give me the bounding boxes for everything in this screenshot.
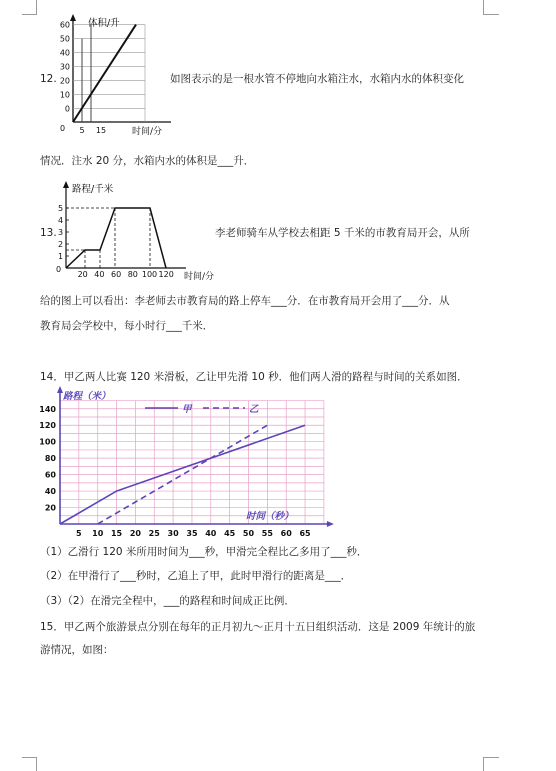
q14-xtick: 10 (92, 529, 104, 538)
q14-q2: （2）在甲滑行了___秒时，乙追上了甲，此时甲滑行的距离是___． (40, 570, 352, 582)
q14-xtick: 45 (224, 529, 236, 538)
q13-xtick: 120 (158, 270, 174, 279)
q12-ytick: 50 (59, 34, 70, 44)
q15-line2: 游情况，如图： (40, 644, 114, 656)
crop-mark (36, 0, 37, 14)
q14-ytick: 60 (44, 470, 56, 480)
q14-q1: （1）乙滑行 120 米所用时间为___秒，甲滑完全程比乙多用了___秒． (40, 546, 368, 558)
q12-ytick: 40 (59, 48, 70, 58)
q13-line3: 教育局会学校中，每小时行___千米． (40, 320, 214, 332)
q13-origin: 0 (56, 265, 62, 274)
q12-number: 12. (40, 73, 57, 85)
q13-xtick: 80 (127, 270, 138, 279)
q15-line1: 15．甲乙两个旅游景点分别在每年的正月初九～正月十五日组织活动．这是 2009 年统计的旅 (40, 621, 476, 633)
q12-text: 如图表示的是一根水管不停地向水箱注水，水箱内水的体积变化 (170, 73, 464, 85)
q13-chart (58, 180, 218, 280)
q14-xtick: 30 (167, 529, 179, 538)
q13-xtick: 40 (94, 270, 105, 279)
q14-legend-label: 乙 (249, 404, 259, 415)
q13-ylabel: 路程/千米 (72, 184, 114, 195)
q12-origin: 0 (60, 124, 66, 133)
q14-chart (30, 386, 310, 546)
q14-xtick: 5 (76, 529, 82, 538)
crop-mark (483, 0, 484, 14)
q14-xtick: 35 (186, 529, 198, 538)
q13-series-line (66, 208, 166, 268)
q13-ytick: 1 (58, 252, 64, 261)
q12-ylabel: 体积/升 (88, 18, 120, 29)
q14-ytick: 20 (44, 503, 56, 513)
q13-ytick: 3 (58, 228, 64, 237)
q14-xtick: 50 (242, 529, 255, 538)
q13-xlabel: 时间/分 (184, 272, 215, 282)
q14-xtick: 20 (129, 529, 141, 538)
q13-xtick: 60 (111, 270, 122, 279)
q13-text: 李老师骑车从学校去相距 5 千米的市教育局开会，从所 (215, 227, 470, 239)
crop-mark (483, 14, 499, 15)
q12-ytick: 30 (59, 62, 70, 72)
q14-xtick: 40 (205, 529, 217, 538)
q13-ytick: 2 (58, 240, 64, 249)
q14-ytick: 100 (39, 437, 56, 447)
q13-ytick: 5 (58, 204, 64, 213)
q12-ytick: 10 (59, 90, 70, 100)
q12-text-cont: 情况．注水 20 分，水箱内水的体积是___升． (40, 155, 255, 167)
crop-mark (483, 757, 499, 758)
q12-xtick: 5 (79, 126, 85, 135)
q14-ytick: 140 (39, 404, 56, 414)
q13-xtick: 100 (141, 270, 158, 279)
q14-ytick: 120 (39, 421, 56, 431)
q14-xtick: 60 (280, 529, 292, 538)
q12-xlabel: 时间/分 (132, 127, 163, 137)
q14-ytick: 80 (44, 454, 56, 464)
q14-q3: （3）（2）在滑完全程中，___的路程和时间成正比例． (40, 595, 295, 607)
q14-xtick: 15 (110, 529, 123, 538)
q14-ytick: 40 (44, 487, 56, 497)
q13-number: 13. (40, 227, 57, 239)
y-axis-arrow (63, 181, 69, 188)
q14-xtick: 65 (299, 529, 311, 538)
q12-xtick: 15 (95, 126, 107, 135)
q14-xtick: 25 (148, 529, 160, 538)
crop-mark (22, 14, 37, 15)
q12-ytick: 0 (64, 104, 70, 114)
q14-xlabel: 时间（秒） (246, 511, 294, 522)
crop-mark (36, 757, 37, 771)
crop-mark (22, 757, 37, 758)
q13-xtick: 20 (77, 270, 88, 279)
q14-legend-label: 甲 (182, 404, 192, 415)
q12-chart (58, 14, 178, 137)
crop-mark (483, 757, 484, 771)
q13-ytick: 4 (58, 216, 64, 225)
q13-line2: 给的图上可以看出：李老师去市教育局的路上停车___分．在市教育局开会用了___分．从 (40, 295, 450, 307)
y-axis-arrow (70, 14, 76, 21)
q14-ylabel: 路程（米） (63, 391, 111, 402)
q14-title: 14．甲乙两人比赛 120 米滑板，乙让甲先滑 10 秒．他们两人滑的路程与时间的关系如图． (40, 371, 468, 383)
q12-ytick: 60 (59, 20, 70, 30)
q12-ytick: 20 (59, 76, 70, 86)
q14-x-arrow (327, 521, 334, 527)
q14-xtick: 55 (261, 529, 273, 538)
